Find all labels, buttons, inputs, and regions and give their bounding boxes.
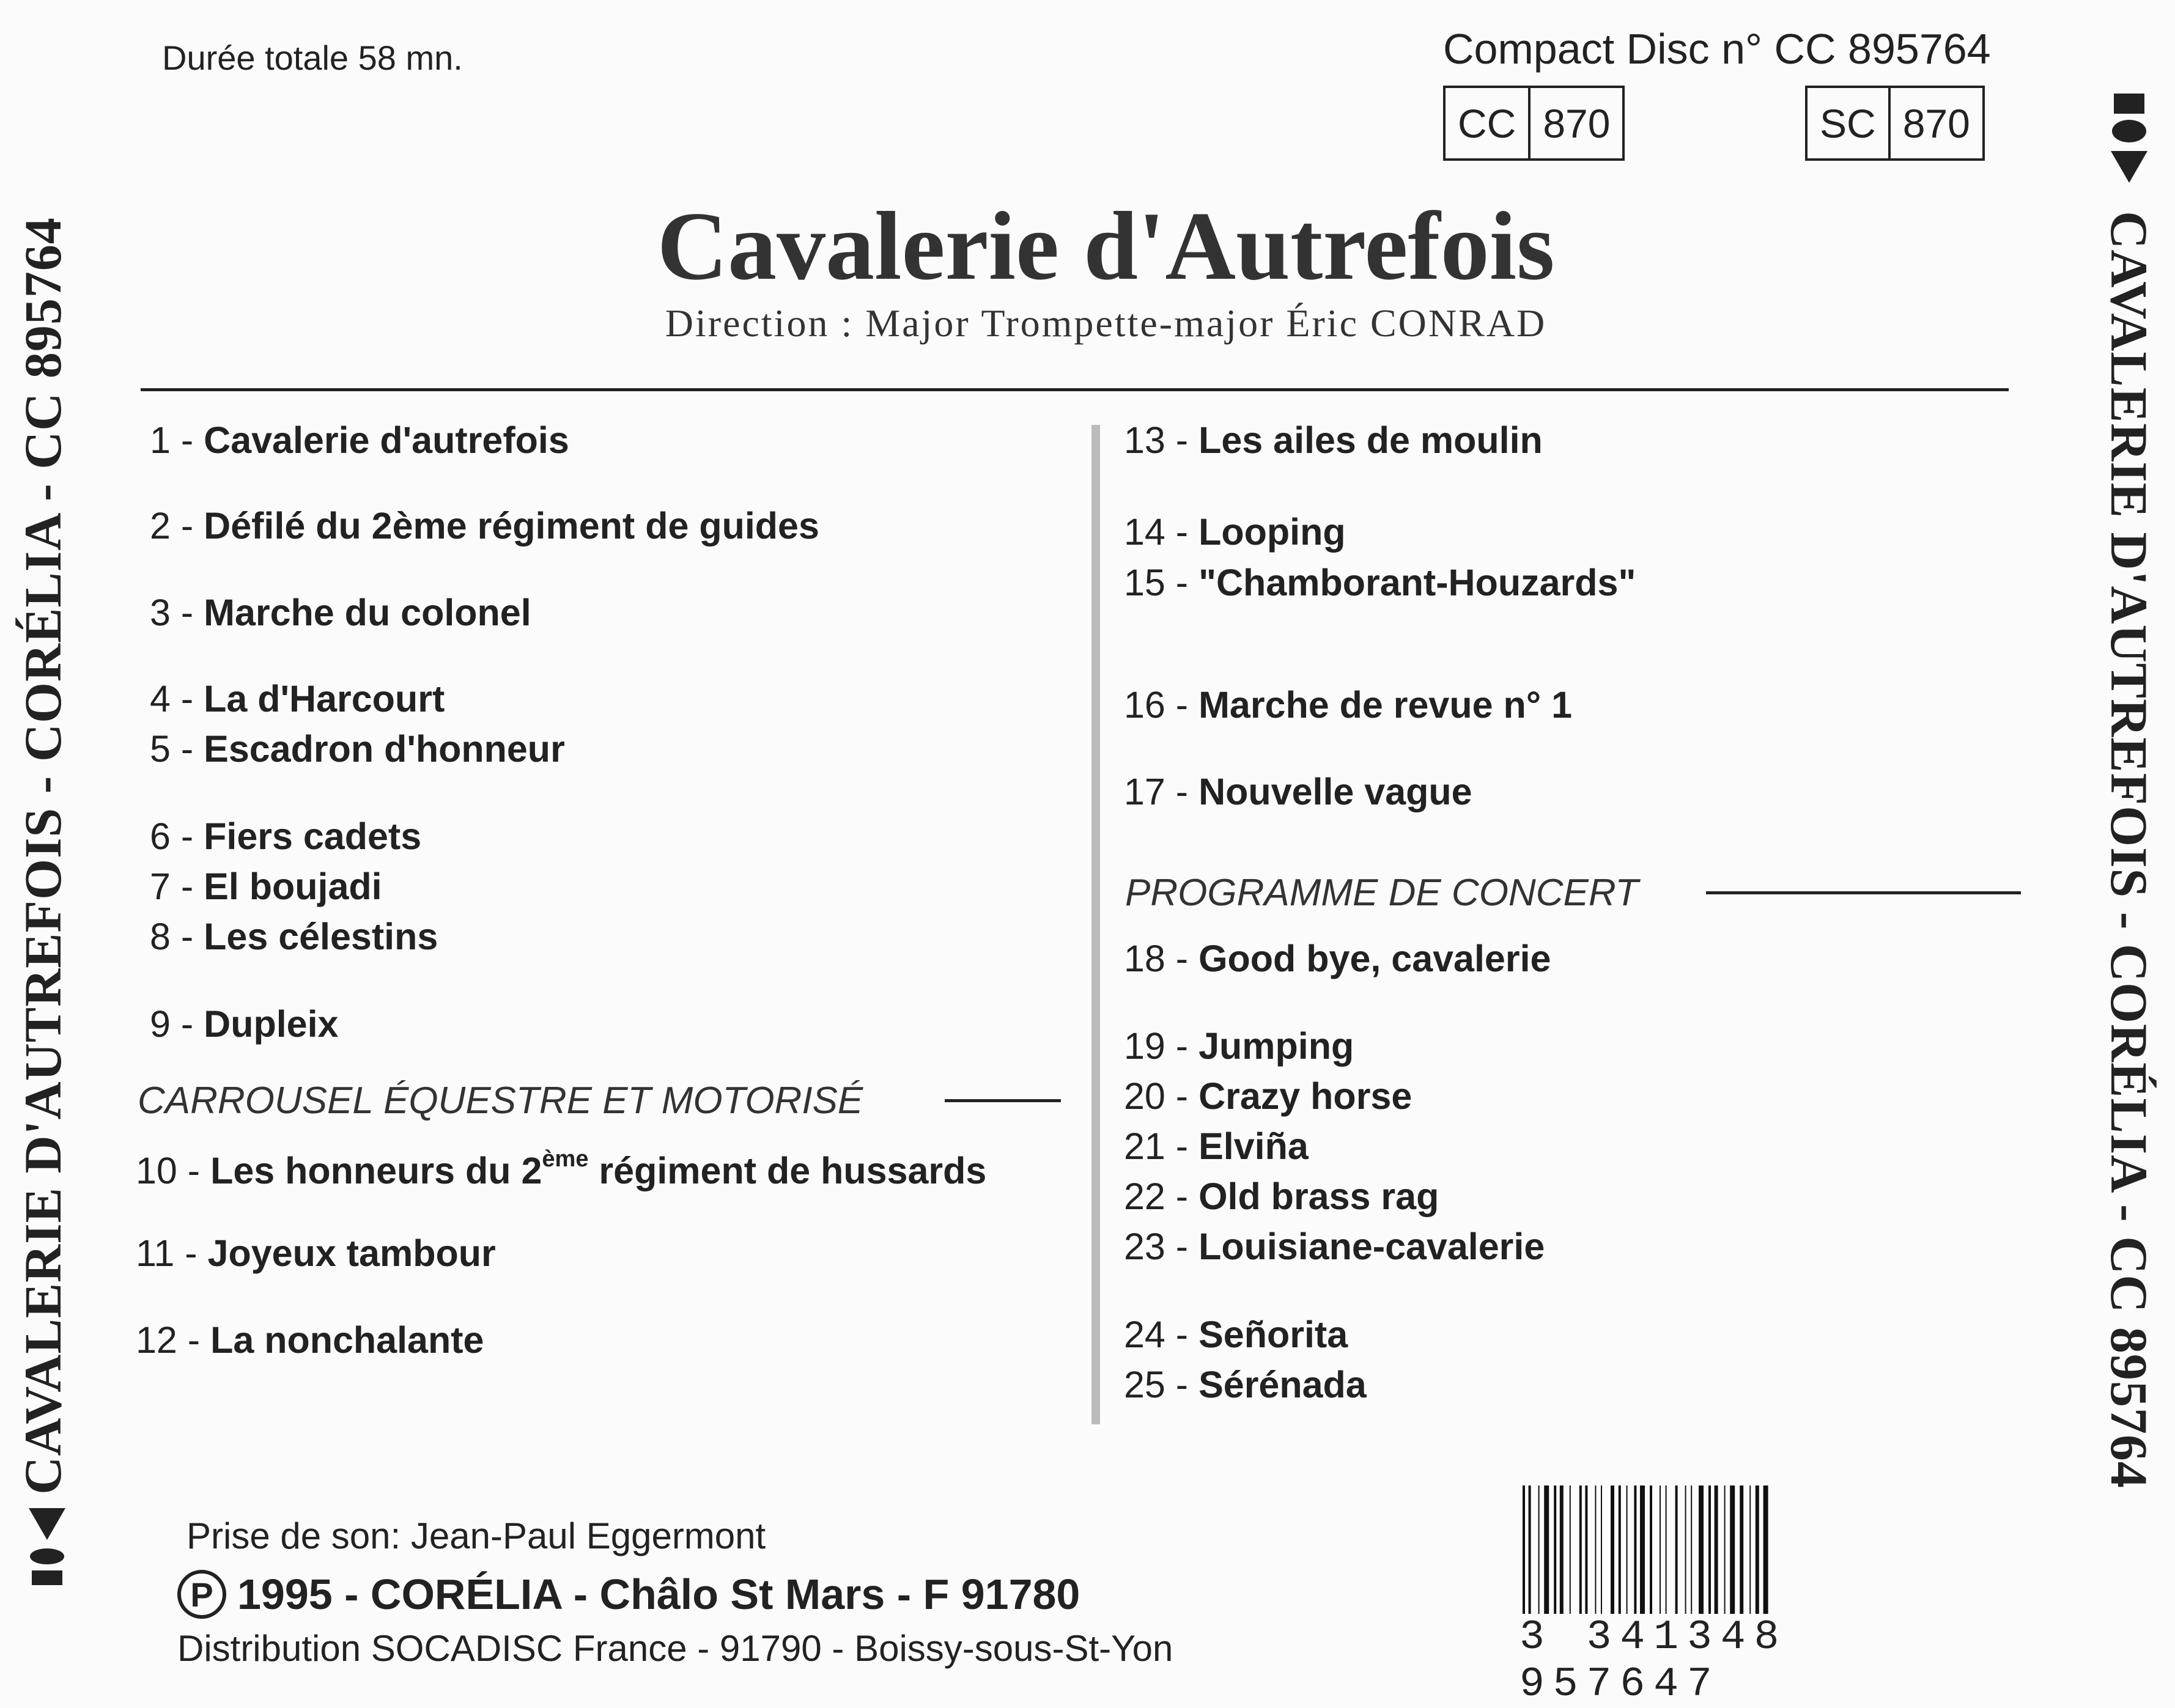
cc-box-num: 870 [1528, 88, 1622, 158]
copyright-text: 1995 - CORÉLIA - Châlo St Mars - F 91780 [237, 1570, 1080, 1618]
section-carrousel-rule [945, 1099, 1061, 1102]
track-number: 16 - [1124, 684, 1189, 726]
track-number: 25 - [1124, 1364, 1189, 1405]
track-title: Old brass rag [1198, 1176, 1439, 1217]
album-title: Cavalerie d'Autrefois [657, 191, 1555, 300]
right-spine-text: CAVALERIE D'AUTREFOIS - CORÉLIA - CC 895764 [2100, 211, 2158, 1489]
track-number: 1 - [150, 419, 194, 461]
track-title: La d'Harcourt [204, 678, 445, 720]
track-number: 21 - [1124, 1125, 1189, 1167]
track-number: 12 - [136, 1319, 201, 1361]
track-title: Marche du colonel [204, 592, 531, 633]
circle-icon [30, 1548, 64, 1564]
track-number: 13 - [1124, 419, 1189, 461]
left-logo [30, 1506, 64, 1585]
sc-box [1805, 86, 1985, 161]
track-title: La nonchalante [210, 1319, 484, 1361]
left-spine-text: CAVALERIE D'AUTREFOIS - CORÉLIA - CC 895764 [13, 217, 72, 1495]
distribution: Distribution SOCADISC France - 91790 - Boissy-sous-St-Yon [177, 1628, 1173, 1669]
track-number: 6 - [150, 815, 194, 857]
track-title: Nouvelle vague [1198, 771, 1472, 812]
phonogram-icon: P [177, 1570, 226, 1619]
section-concert: PROGRAMME DE CONCERT [1125, 872, 1639, 914]
album-direction: Direction : Major Trompette-major Éric CONRAD [665, 301, 1547, 345]
track-title: Looping [1198, 511, 1346, 553]
sc-box-code: SC [1820, 100, 1876, 146]
track-number: 2 - [150, 505, 194, 547]
track-title: Les célestins [204, 916, 438, 957]
header-divider [141, 388, 2009, 391]
track-number: 11 - [136, 1232, 198, 1274]
track-number: 15 - [1124, 562, 1189, 603]
track-title: Jumping [1198, 1025, 1354, 1067]
section-concert-rule [1706, 891, 2021, 894]
square-icon [32, 1570, 62, 1585]
track-number: 23 - [1124, 1226, 1189, 1267]
track-title: Défilé du 2ème régiment de guides [204, 505, 819, 547]
track-title: Escadron d'honneur [204, 728, 565, 770]
cc-box-code: CC [1458, 100, 1516, 146]
track-title: Good bye, cavalerie [1198, 938, 1551, 979]
track-title: Les ailes de moulin [1198, 419, 1543, 461]
track-title: Señorita [1198, 1314, 1348, 1355]
sc-box-num: 870 [1888, 88, 1982, 158]
track-title: Marche de revue n° 1 [1198, 684, 1573, 726]
catalog-number: Compact Disc n° CC 895764 [1443, 25, 1991, 73]
track-number: 17 - [1124, 771, 1189, 812]
section-carrousel: CARROUSEL ÉQUESTRE ET MOTORISÉ [138, 1080, 863, 1122]
copyright-line [177, 1570, 1080, 1619]
column-separator [1091, 425, 1100, 1424]
sound-engineer: Prise de son: Jean-Paul Eggermont [186, 1515, 766, 1556]
triangle-icon [2111, 151, 2147, 183]
triangle-icon [29, 1508, 65, 1540]
barcode-number: 3 341348 957647 [1520, 1614, 2009, 1708]
track-number: 7 - [150, 866, 194, 907]
track-title: "Chamborant-Houzards" [1198, 562, 1636, 603]
track-number: 14 - [1124, 511, 1189, 553]
track-number: 20 - [1124, 1075, 1189, 1117]
circle-icon [2112, 120, 2146, 142]
track-number: 8 - [150, 916, 194, 957]
cc-box [1443, 86, 1625, 161]
track-title: Crazy horse [1198, 1075, 1412, 1117]
track-number: 18 - [1124, 938, 1189, 979]
track-title: Elviña [1198, 1125, 1309, 1167]
track-number: 24 - [1124, 1314, 1189, 1355]
track-title: Fiers cadets [204, 815, 422, 857]
track-number: 22 - [1124, 1176, 1189, 1217]
track-number: 4 - [150, 678, 194, 720]
right-logo [2112, 94, 2146, 185]
track-title: El boujadi [204, 866, 382, 907]
track-title: Louisiane-cavalerie [1198, 1226, 1545, 1267]
track-number: 3 - [150, 592, 194, 633]
track-number: 10 - [136, 1150, 201, 1191]
track-title: Les honneurs du 2ème régiment de hussards [210, 1146, 987, 1191]
track-number: 5 - [150, 728, 194, 770]
track-number: 9 - [150, 1003, 194, 1045]
track-title: Joyeux tambour [207, 1232, 496, 1274]
track-title: Dupleix [204, 1003, 339, 1045]
square-icon [2114, 94, 2144, 114]
track-number: 19 - [1124, 1025, 1189, 1067]
total-duration: Durée totale 58 mn. [162, 39, 463, 77]
track-title: Sérénada [1198, 1364, 1367, 1405]
track-title: Cavalerie d'autrefois [204, 419, 569, 461]
